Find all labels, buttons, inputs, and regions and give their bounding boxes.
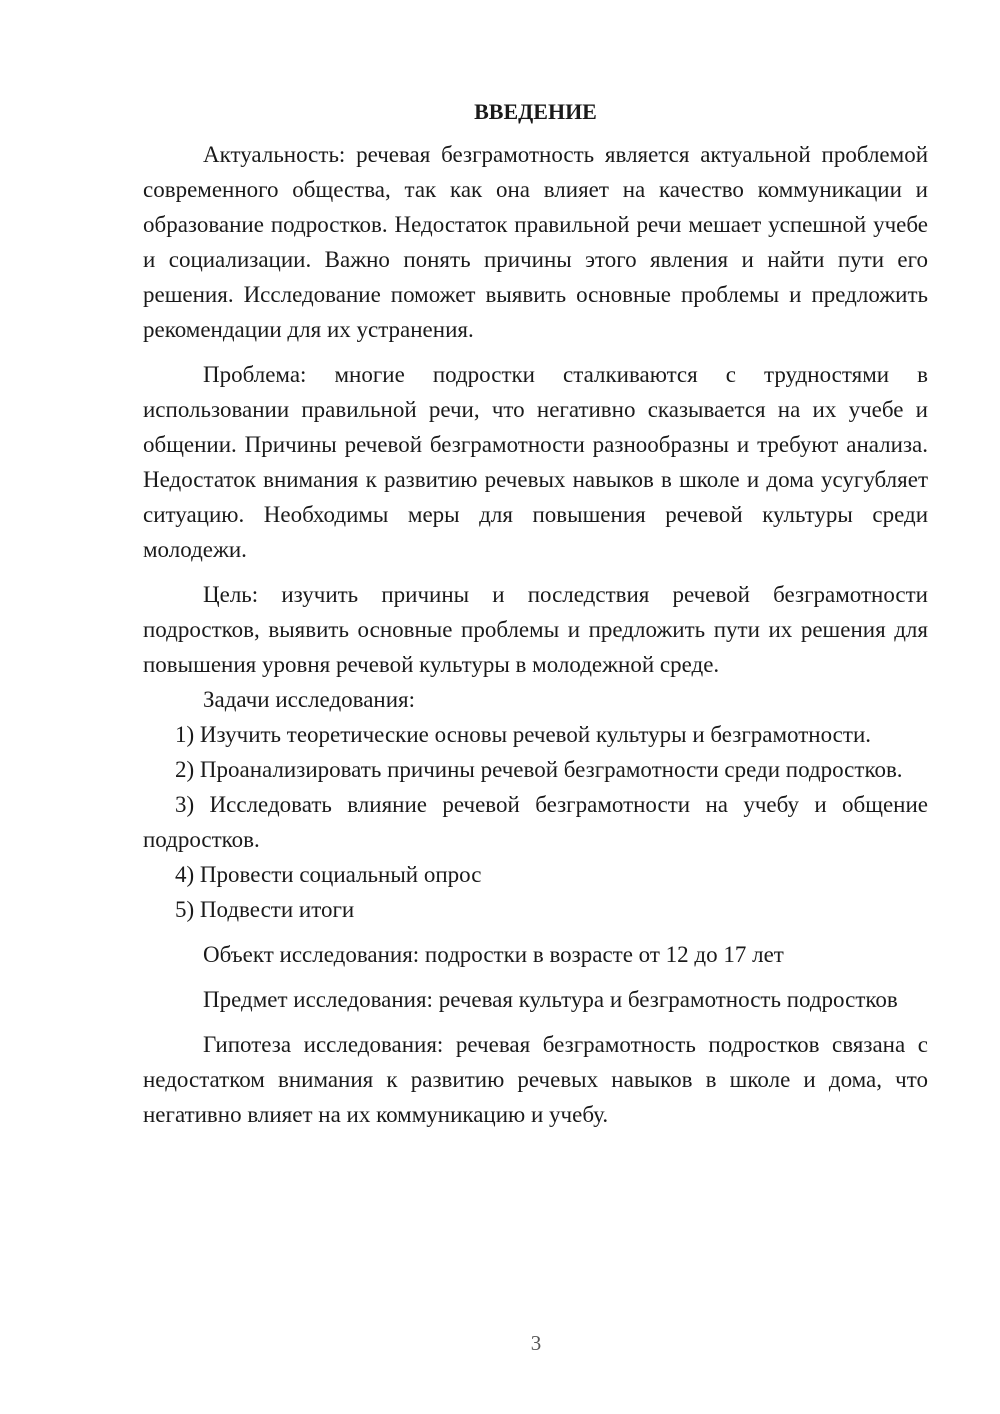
task-item-3: 3) Исследовать влияние речевой безграмотности на учебу и общение подростков. <box>143 792 928 852</box>
paragraph-object: Объект исследования: подростки в возрасте от 12 до 17 лет <box>203 942 784 967</box>
page-title: ВВЕДЕНИЕ <box>474 99 597 124</box>
task-item-5: 5) Подвести итоги <box>175 897 355 922</box>
paragraph-actuality: Актуальность: речевая безграмотность является актуальной проблемой современного общества, так как она влияет на качество коммуникации и образование подростков. Недостаток правильной речи мешает успешной учебе и социализации. Важно понять причины этого явления и найти пути его решения. Исследование поможет выявить основные проблемы и предложить рекомендации для их устранения. <box>143 142 928 342</box>
task-item-1: 1) Изучить теоретические основы речевой культуры и безграмотности. <box>175 722 871 747</box>
paragraph-problem: Проблема: многие подростки сталкиваются с трудностями в использовании правильной речи, что негативно сказывается на их учебе и общении. Причины речевой безграмотности разнообразны и требуют анализа. Недостаток внимания к развитию речевых навыков в школе и дома усугубляет ситуацию. Необходимы меры для повышения речевой культуры среди молодежи. <box>143 362 928 562</box>
page-number: 3 <box>530 1331 542 1355</box>
paragraph-hypothesis: Гипотеза исследования: речевая безграмотность подростков связана с недостатком внимания к развитию речевых навыков в школе и дома, что негативно влияет на их коммуникацию и учебу. <box>143 1032 928 1127</box>
task-item-2: 2) Проанализировать причины речевой безграмотности среди подростков. <box>175 757 903 782</box>
task-item-4: 4) Провести социальный опрос <box>175 862 482 887</box>
tasks-list <box>143 717 928 927</box>
paragraph-subject: Предмет исследования: речевая культура и безграмотность подростков <box>203 987 898 1012</box>
tasks-heading: Задачи исследования: <box>203 687 416 712</box>
document-body <box>143 94 928 1132</box>
paragraph-goal: Цель: изучить причины и последствия речевой безграмотности подростков, выявить основные проблемы и предложить пути их решения для повышения уровня речевой культуры в молодежной среде. <box>143 582 928 677</box>
